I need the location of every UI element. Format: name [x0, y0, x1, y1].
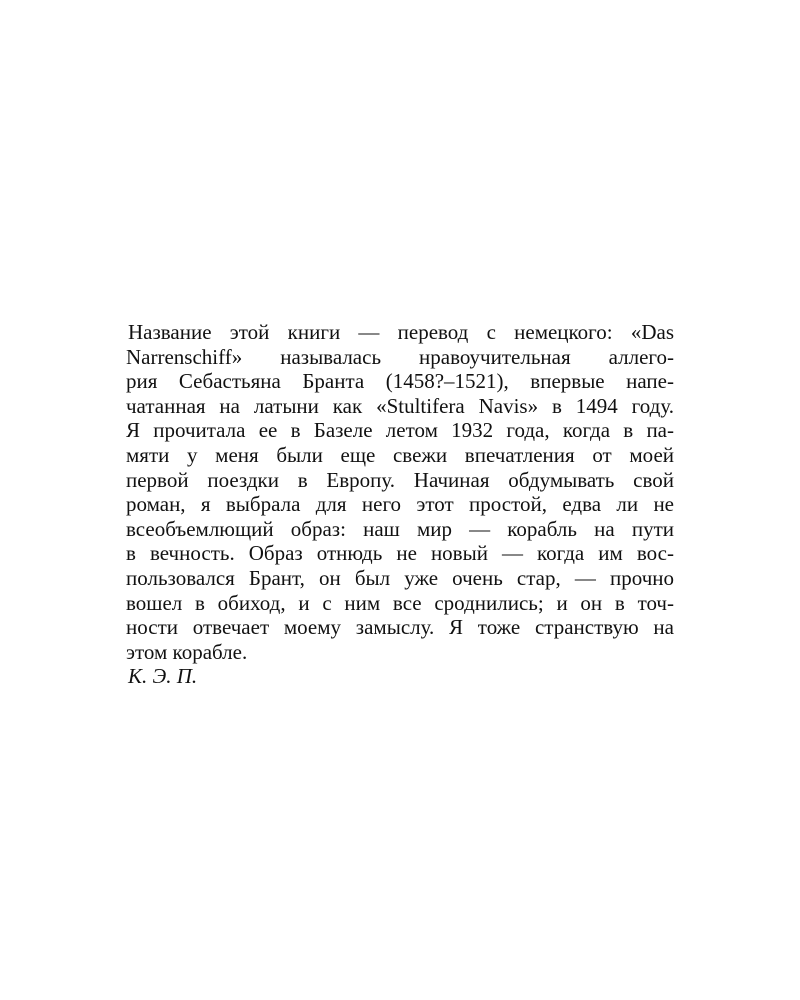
preface-line-9: всеобъемлющий образ: наш мир — корабль на пути — [126, 516, 674, 541]
preface-line-8: роман, я выбрала для него этот простой, едва ли не — [126, 492, 674, 517]
preface-line-1: Название этой книги — перевод с немецкого: «Das — [128, 320, 674, 344]
preface-text — [126, 320, 674, 689]
preface-line-3: рия Себастьяна Бранта (1458?–1521), впервые напе- — [126, 369, 674, 394]
preface-line-7: первой поездки в Европу. Начиная обдумывать свой — [126, 467, 674, 492]
preface-line-13: ности отвечает моему замыслу. Я тоже странствую на — [126, 615, 674, 640]
preface-line-6: мяти у меня были еще свежи впечатления от моей — [126, 442, 674, 467]
preface-line-10: в вечность. Образ отнюдь не новый — когда им вос- — [126, 541, 674, 566]
preface-line-11: пользовался Брант, он был уже очень стар, — прочно — [126, 565, 674, 590]
preface-line-14: этом корабле. — [126, 639, 248, 664]
preface-line-2: Narrenschiff» называлась нравоучительная аллего- — [126, 344, 674, 369]
preface-line-4: чатанная на латыни как «Stultifera Navis» в 1494 году. — [126, 393, 674, 418]
preface-line-12: вошел в обиход, и с ним все сроднились; и он в точ- — [126, 590, 674, 615]
author-initials-signature: К. Э. П. — [128, 664, 198, 689]
preface-line-5: Я прочитала ее в Базеле летом 1932 года, когда в па- — [126, 418, 674, 443]
